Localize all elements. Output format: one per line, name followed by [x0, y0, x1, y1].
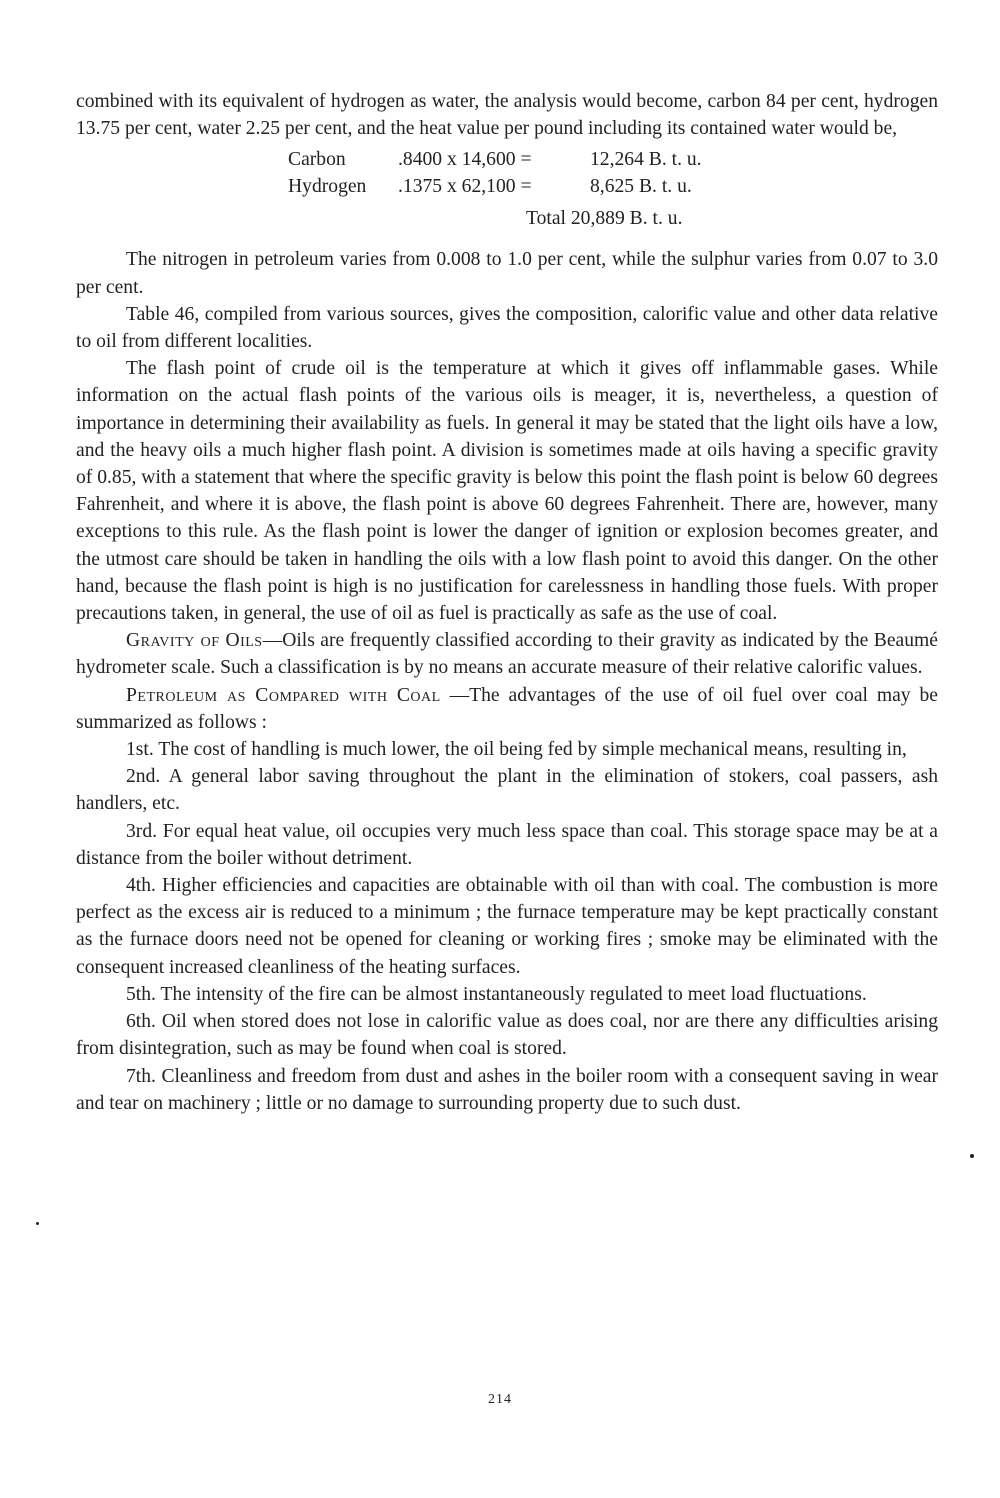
petroleum-text: —The advantages of the use of oil fuel over coal may be summarized as follows : — [76, 684, 938, 733]
table-reference-paragraph: Table 46, compiled from various sources, gives the composition, calorific value and other data relative to oil from different localities. — [76, 303, 938, 353]
calc-result: 8,625 B. t. u. — [590, 176, 692, 198]
flash-point-paragraph: The flash point of crude oil is the temperature at which it gives off inflammable gases. While information on the actual flash points of the various oils is meager, it is, nevertheless, a question of importance in determining their availability as fuels. In general it may be stated that the light oils have a low, and the heavy oils a much higher flash point. A division is sometimes made at oils having a specific gravity of 0.85, with a statement that where the specific gravity is below this point the flash point is below 60 degrees Fahrenheit, and where it is above, the flash point is above 60 degrees Fahrenheit. There are, however, many exceptions to this rule. As the flash point is lower the danger of ignition or explosion becomes greater, and the utmost care should be taken in handling the oils with a low flash point to avoid this danger. On the other hand, because the flash point is high is no justification for carelessness in handling those fuels. With proper precautions taken, in general, the use of oil as fuel is practically as safe as the use of coal. — [76, 358, 938, 625]
page-number: 214 — [488, 1392, 512, 1407]
page-body — [76, 88, 938, 1117]
list-item: 1st. The cost of handling is much lower, the oil being fed by simple mechanical means, resulting in, — [126, 739, 907, 761]
petroleum-heading: Petroleum as Compared with Coal — [126, 684, 441, 706]
list-item: 4th. Higher efficiencies and capacities are obtainable with oil than with coal. The combustion is more perfect as the excess air is reduced to a minimum ; the furnace temperature may be kept practically constant as the furnace doors need not be opened for cleaning or working fires ; smoke may be eliminated with the consequent increased cleanliness of the heating surfaces. — [76, 875, 938, 978]
calc-label: Carbon — [288, 149, 346, 171]
calc-total: Total 20,889 B. t. u. — [526, 208, 683, 230]
list-item: 5th. The intensity of the fire can be almost instantaneously regulated to meet load fluctuations. — [126, 983, 867, 1005]
petroleum-paragraph — [76, 682, 938, 736]
calc-expression: .8400 x 14,600 = — [398, 149, 532, 171]
intro-paragraph: combined with its equivalent of hydrogen as water, the analysis would become, carbon 84 per cent, hydrogen 13.75 per cent, water 2.25 per cent, and the heat value per pound including its contained water would be, — [76, 91, 938, 140]
list-item: 6th. Oil when stored does not lose in calorific value as does coal, nor are there any difficulties arising from disintegration, such as may be found when coal is stored. — [76, 1011, 938, 1060]
list-item: 7th. Cleanliness and freedom from dust and ashes in the boiler room with a consequent saving in wear and tear on machinery ; little or no damage to surrounding property due to such dust. — [76, 1065, 938, 1114]
gravity-paragraph — [76, 627, 938, 681]
speck-mark — [36, 1222, 39, 1225]
list-item: 2nd. A general labor saving throughout the plant in the elimination of stokers, coal passers, ash handlers, etc. — [76, 766, 938, 815]
gravity-text: —Oils are frequently classified according to their gravity as indicated by the Beaumé hydrometer scale. Such a classification is by no means an accurate measure of their relative calorific values. — [76, 630, 938, 679]
heat-value-calculation — [76, 146, 938, 238]
nitrogen-paragraph: The nitrogen in petroleum varies from 0.008 to 1.0 per cent, while the sulphur varies from 0.07 to 3.0 per cent. — [76, 249, 938, 298]
calc-result: 12,264 B. t. u. — [590, 149, 702, 171]
speck-mark — [970, 1154, 974, 1158]
list-item: 3rd. For equal heat value, oil occupies very much less space than coal. This storage space may be at a distance from the boiler without detriment. — [76, 820, 938, 869]
calc-label: Hydrogen — [288, 176, 367, 198]
calc-expression: .1375 x 62,100 = — [398, 176, 532, 198]
gravity-heading: Gravity of Oils — [126, 630, 263, 652]
